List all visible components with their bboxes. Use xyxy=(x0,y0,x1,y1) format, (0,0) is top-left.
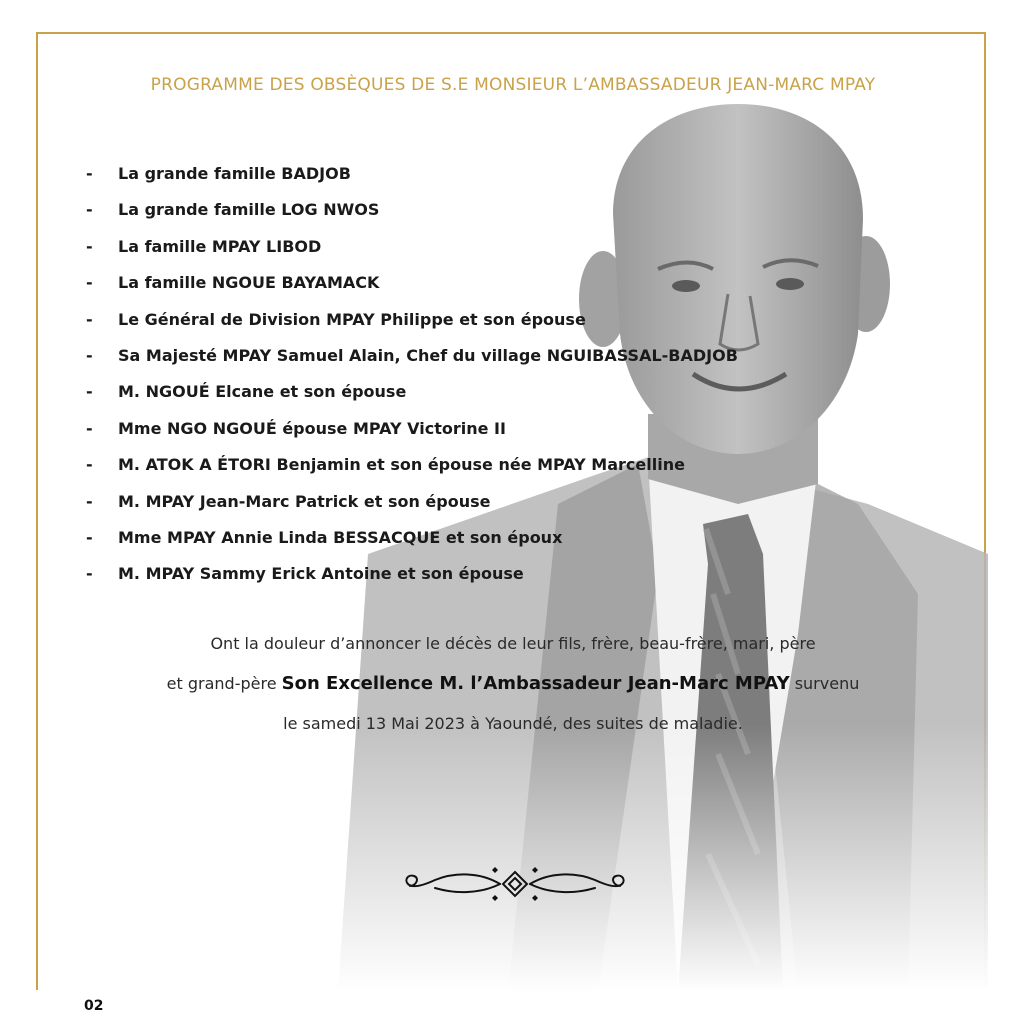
list-item xyxy=(86,192,738,228)
list-bullet: - xyxy=(86,455,93,475)
list-bullet: - xyxy=(86,273,93,293)
list-item xyxy=(86,520,738,556)
page-frame xyxy=(36,32,986,1014)
list-bullet: - xyxy=(86,564,93,584)
announcement-line-2 xyxy=(38,664,988,704)
announcement-prefix: et grand-père xyxy=(166,674,282,693)
list-item xyxy=(86,447,738,483)
list-bullet: - xyxy=(86,382,93,402)
page-number: 02 xyxy=(84,998,104,1014)
divider-ornament-icon xyxy=(400,864,630,904)
list-bullet: - xyxy=(86,527,93,547)
list-item-text: Mme MPAY Annie Linda BESSACQUE et son époux xyxy=(118,527,563,547)
deceased-name: Son Excellence M. l’Ambassadeur Jean-Marc MPAY xyxy=(281,673,790,694)
list-item-text: La grande famille LOG NWOS xyxy=(118,200,380,220)
list-item-text: M. ATOK A ÉTORI Benjamin et son épouse née MPAY Marcelline xyxy=(118,455,685,475)
list-item-text: La grande famille BADJOB xyxy=(118,164,351,183)
list-item xyxy=(86,484,738,520)
list-item-text: Sa Majesté MPAY Samuel Alain, Chef du village NGUIBASSAL-BADJOB xyxy=(118,345,738,365)
list-item xyxy=(86,302,738,338)
list-item xyxy=(86,265,738,301)
list-item xyxy=(86,338,738,374)
page-title: PROGRAMME DES OBSÈQUES DE S.E MONSIEUR L’AMBASSADEUR JEAN-MARC MPAY xyxy=(150,75,876,96)
list-bullet: - xyxy=(86,236,93,256)
list-bullet: - xyxy=(86,309,93,329)
list-item xyxy=(86,374,738,410)
list-item xyxy=(86,229,738,265)
list-item-text: Le Général de Division MPAY Philippe et son épouse xyxy=(118,309,586,329)
list-item xyxy=(86,556,738,592)
announcement-line-3: le samedi 13 Mai 2023 à Yaoundé, des suites de maladie. xyxy=(283,714,743,733)
list-item-text: M. MPAY Sammy Erick Antoine et son épouse xyxy=(118,564,524,584)
list-item xyxy=(86,411,738,447)
announcement-line-1: Ont la douleur d’annoncer le décès de leur fils, frère, beau-frère, mari, père xyxy=(210,634,816,653)
list-item-text: M. MPAY Jean-Marc Patrick et son épouse xyxy=(118,491,491,511)
list-item-text: La famille NGOUE BAYAMACK xyxy=(118,273,380,293)
announcement-text xyxy=(38,624,988,744)
family-list xyxy=(86,156,738,593)
list-item-text: Mme NGO NGOUÉ épouse MPAY Victorine II xyxy=(118,418,506,438)
list-bullet: - xyxy=(86,200,93,220)
announcement-suffix: survenu xyxy=(789,674,860,693)
list-item-text: La famille MPAY LIBOD xyxy=(118,236,322,256)
list-item xyxy=(86,156,738,192)
list-bullet: - xyxy=(86,491,93,511)
list-item-text: M. NGOUÉ Elcane et son épouse xyxy=(118,382,407,402)
list-bullet: - xyxy=(86,164,93,183)
list-bullet: - xyxy=(86,418,93,438)
list-bullet: - xyxy=(86,345,93,365)
